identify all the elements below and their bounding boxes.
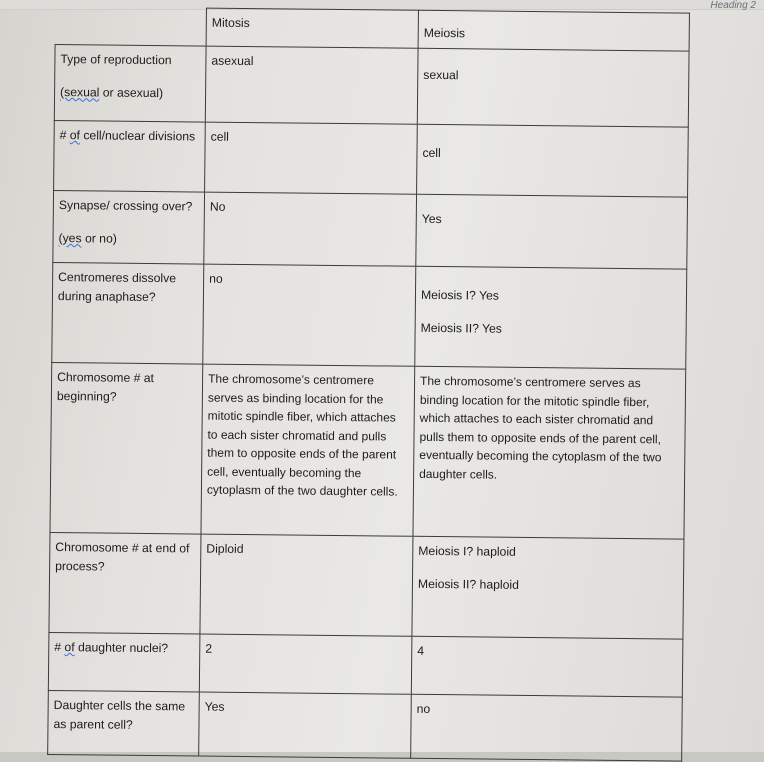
row-label-sub: (sexual or asexual) (60, 85, 164, 101)
mitosis-value: asexual (211, 53, 254, 69)
table-header-row (55, 7, 689, 52)
mitosis-cell (201, 364, 415, 536)
meiosis-cell (417, 48, 689, 127)
meiosis-cell (417, 124, 689, 197)
table-row (48, 690, 683, 761)
row-label-main: Centromeres dissolve during anaphase? (57, 270, 177, 305)
meiosis-value: 4 (417, 643, 425, 658)
row-label (50, 362, 203, 534)
row-label (49, 532, 201, 634)
meiosis-cell (412, 536, 684, 639)
table-row (54, 120, 689, 197)
row-label (54, 45, 206, 123)
meiosis-cell (411, 694, 683, 761)
table-row (54, 45, 689, 128)
mitosis-cell (203, 264, 416, 366)
meiosis-cell (416, 194, 688, 269)
table-row (50, 362, 686, 539)
meiosis-cell (413, 366, 686, 539)
header-mitosis (206, 8, 418, 48)
header-meiosis-text: Meiosis (423, 25, 466, 41)
mitosis-cell (205, 122, 418, 194)
meiosis-value: cell (422, 145, 441, 161)
row-label-main: # of daughter nuclei? (54, 640, 169, 656)
mitosis-value: No (209, 199, 226, 214)
mitosis-value: The chromosome’s centromere serves as binding location for the mitotic spindle fiber, which attaches to each sister chromatid and pulls them to opposite ends of the parent cell, eventually becoming the cytoplasm of the two daughter cells. (206, 371, 398, 499)
meiosis-cell (415, 266, 687, 369)
row-label (52, 262, 204, 364)
row-label-sub: (yes or no) (58, 231, 117, 246)
row-label-main: Synapse/ crossing over? (58, 198, 193, 214)
heading-style-label[interactable]: Heading 2 (710, 0, 756, 11)
row-label-main: Type of reproduction (60, 52, 172, 68)
meiosis-value: The chromosome’s centromere serves as binding location for the mitotic spindle fiber, which attaches to each sister chromatid and pulls them to opposite ends of the parent cell, eventually becoming the cytoplasm of the two daughter cells. (419, 373, 662, 482)
meiosis-2-value: Meiosis II? haploid (417, 576, 519, 592)
row-label (48, 632, 200, 692)
mitosis-cell (205, 46, 418, 124)
meiosis-1-value: Meiosis I? haploid (418, 543, 516, 559)
mitosis-cell (199, 634, 412, 694)
mitosis-cell (199, 692, 412, 758)
mitosis-value: Yes (204, 699, 225, 714)
table-row (48, 632, 683, 697)
meiosis-value: Yes (421, 211, 442, 227)
row-label-main: # of cell/nuclear divisions (59, 128, 196, 144)
table-row (53, 190, 688, 269)
table-row (52, 262, 687, 369)
meiosis-value: sexual (423, 67, 459, 83)
mitosis-value: Diploid (206, 541, 244, 557)
meiosis-1-value: Meiosis I? Yes (420, 287, 499, 303)
comparison-table (47, 6, 690, 753)
row-label-main: Chromosome # at beginning? (56, 370, 155, 404)
meiosis-cell (411, 636, 683, 697)
header-mitosis-text: Mitosis (211, 15, 250, 31)
meiosis-2-value: Meiosis II? Yes (420, 320, 503, 336)
mitosis-value: 2 (205, 641, 213, 656)
meiosis-value[interactable]: no (416, 701, 431, 716)
mitosis-cell (204, 192, 417, 266)
mitosis-cell (200, 534, 413, 636)
mitosis-value: no (209, 271, 223, 286)
table-row (49, 532, 684, 639)
header-meiosis (418, 10, 689, 51)
row-label (48, 690, 200, 756)
row-label-main: Daughter cells the same as parent cell? (53, 698, 186, 732)
row-label-main: Chromosome # at end of process? (55, 540, 190, 574)
row-label (54, 120, 206, 192)
row-label (53, 190, 205, 264)
mitosis-value: cell (210, 129, 230, 144)
header-empty-cell (55, 7, 206, 47)
